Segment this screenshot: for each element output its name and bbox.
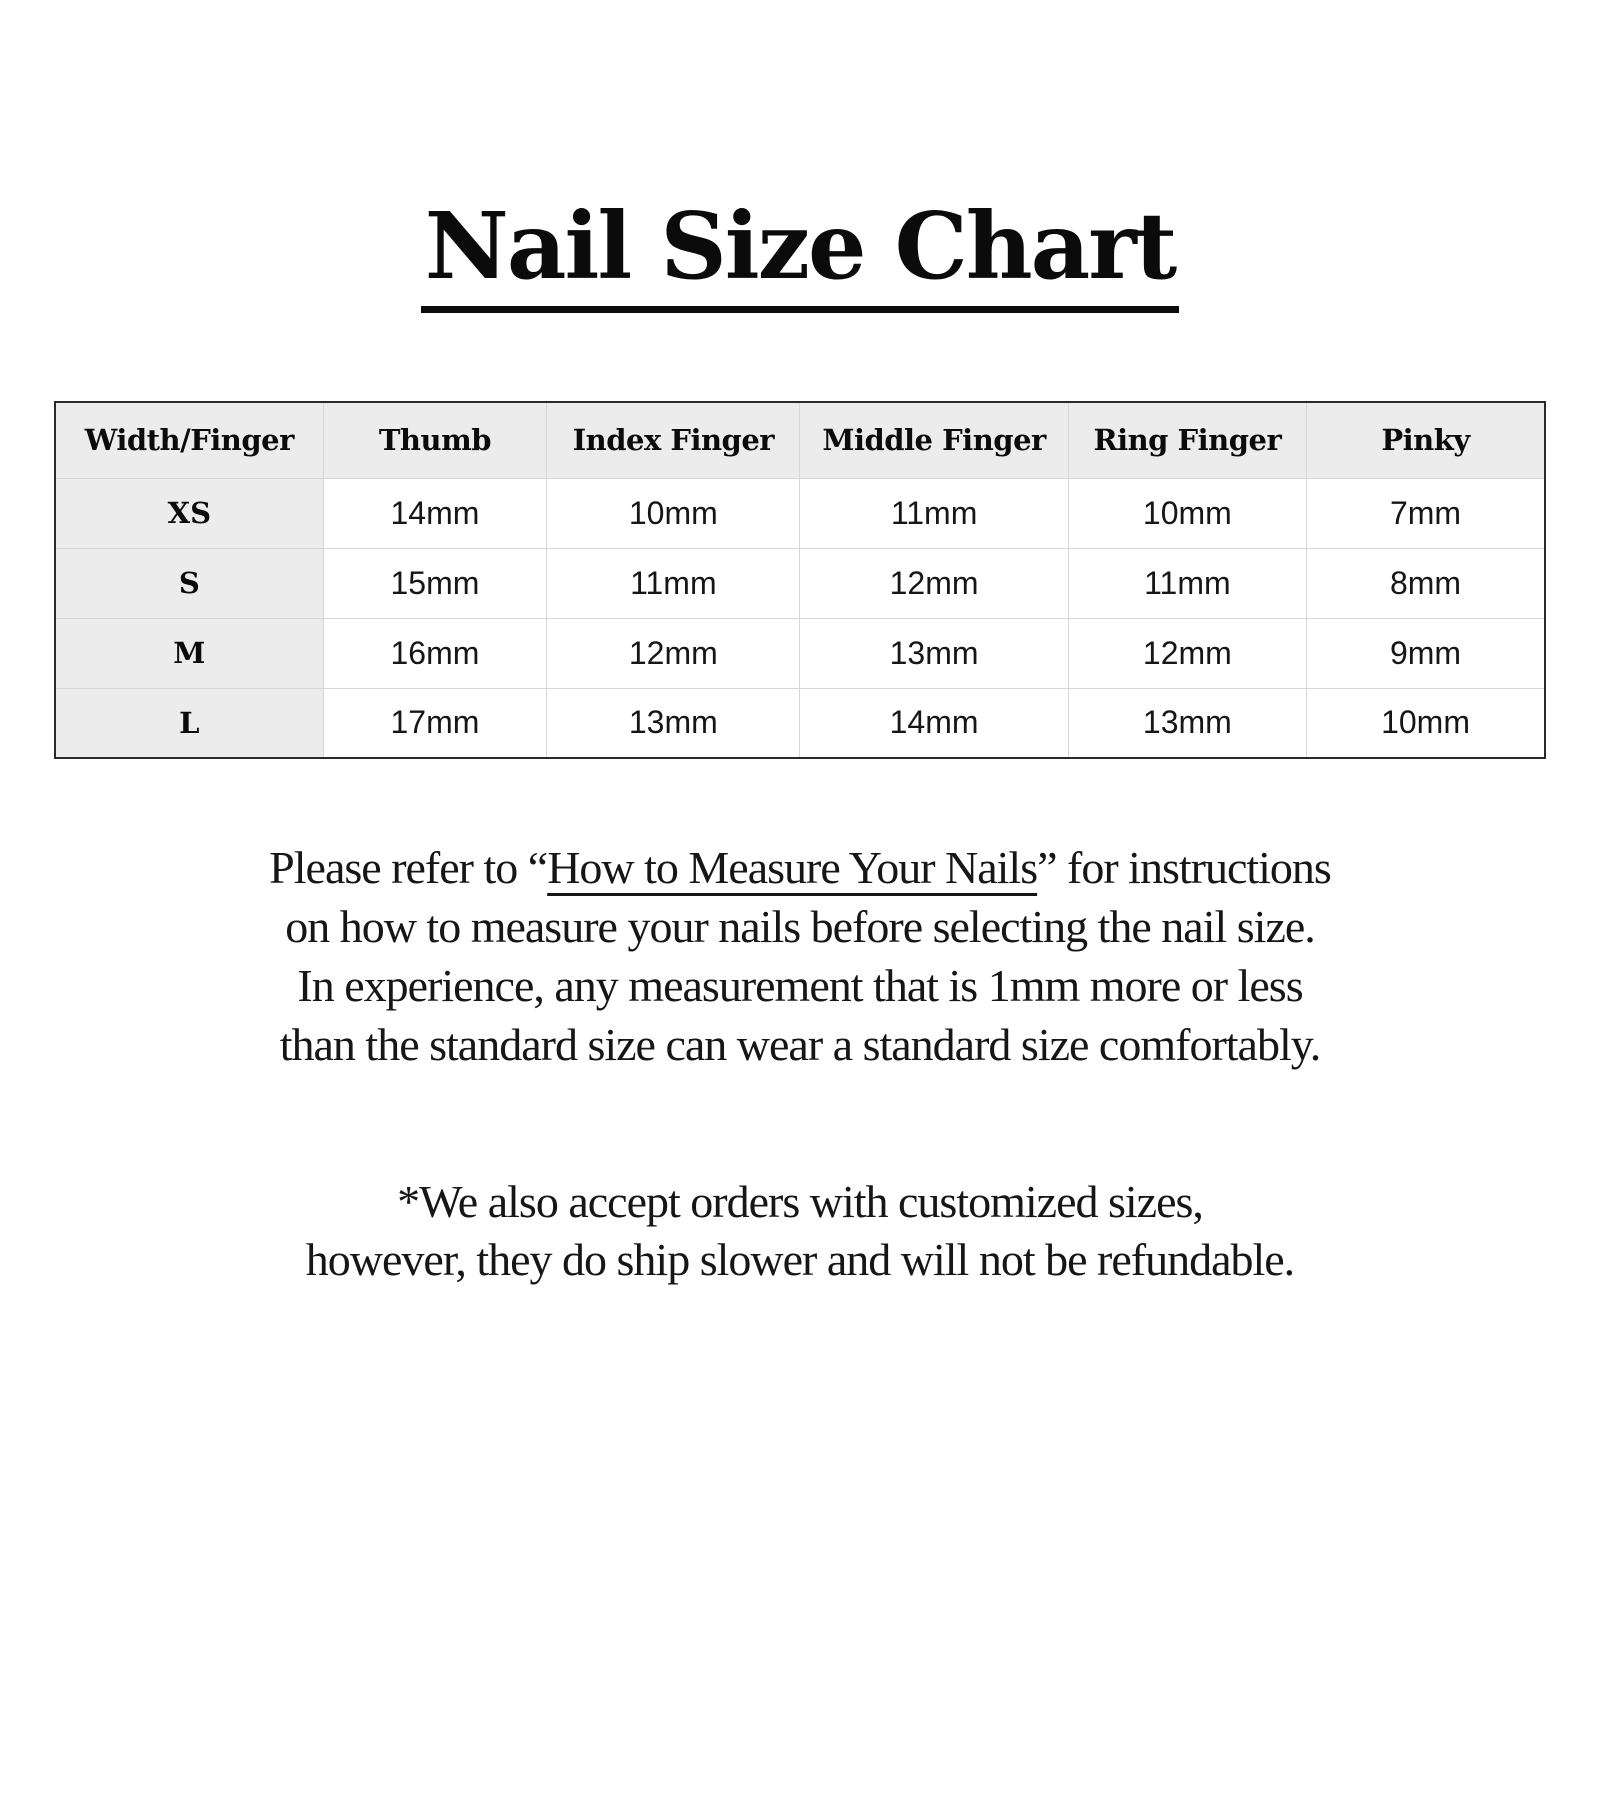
cell-l-middle: 14mm [800,688,1068,758]
table-row-l [55,688,1545,758]
header-ring-finger: Ring Finger [1068,402,1306,478]
header-index-finger: Index Finger [547,402,800,478]
measurement-instructions-note [0,839,1600,1075]
cell-s-index: 11mm [547,548,800,618]
note-line: than the standard size can wear a standard size comfortably. [279,1018,1321,1070]
row-label-m: M [55,618,323,688]
cell-l-thumb: 17mm [323,688,547,758]
custom-sizes-note [0,1173,1600,1291]
cell-s-ring: 11mm [1068,548,1306,618]
cell-xs-thumb: 14mm [323,478,547,548]
cell-xs-index: 10mm [547,478,800,548]
header-thumb: Thumb [323,402,547,478]
note-text-suffix: ” for instructions [1037,842,1331,893]
cell-l-ring: 13mm [1068,688,1306,758]
cell-xs-middle: 11mm [800,478,1068,548]
table-header-row [55,402,1545,478]
cell-xs-ring: 10mm [1068,478,1306,548]
note-line [0,839,1600,898]
row-label-l: L [55,688,323,758]
table-row-xs [55,478,1545,548]
note-line: on how to measure your nails before selecting the nail size. [285,900,1315,952]
page-title: Nail Size Chart [421,200,1180,313]
how-to-measure-link[interactable]: How to Measure Your Nails [547,842,1038,893]
cell-m-pinky: 9mm [1307,618,1545,688]
note-text-prefix: Please refer to “ [269,842,548,893]
note-line: In experience, any measurement that is 1mm more or less [297,959,1303,1011]
note-line: however, they do ship slower and will not be refundable. [305,1234,1295,1286]
cell-s-middle: 12mm [800,548,1068,618]
cell-m-ring: 12mm [1068,618,1306,688]
cell-l-index: 13mm [547,688,800,758]
cell-m-index: 12mm [547,618,800,688]
header-pinky: Pinky [1307,402,1545,478]
header-middle-finger: Middle Finger [800,402,1068,478]
cell-xs-pinky: 7mm [1307,478,1545,548]
title-section [0,192,1600,313]
cell-m-middle: 13mm [800,618,1068,688]
nail-size-table [54,401,1546,759]
header-width-finger: Width/Finger [55,402,323,478]
cell-s-thumb: 15mm [323,548,547,618]
cell-m-thumb: 16mm [323,618,547,688]
note-line: *We also accept orders with customized sizes, [397,1175,1203,1227]
row-label-s: S [55,548,323,618]
table-row-m [55,618,1545,688]
cell-l-pinky: 10mm [1307,688,1545,758]
cell-s-pinky: 8mm [1307,548,1545,618]
row-label-xs: XS [55,478,323,548]
table-row-s [55,548,1545,618]
